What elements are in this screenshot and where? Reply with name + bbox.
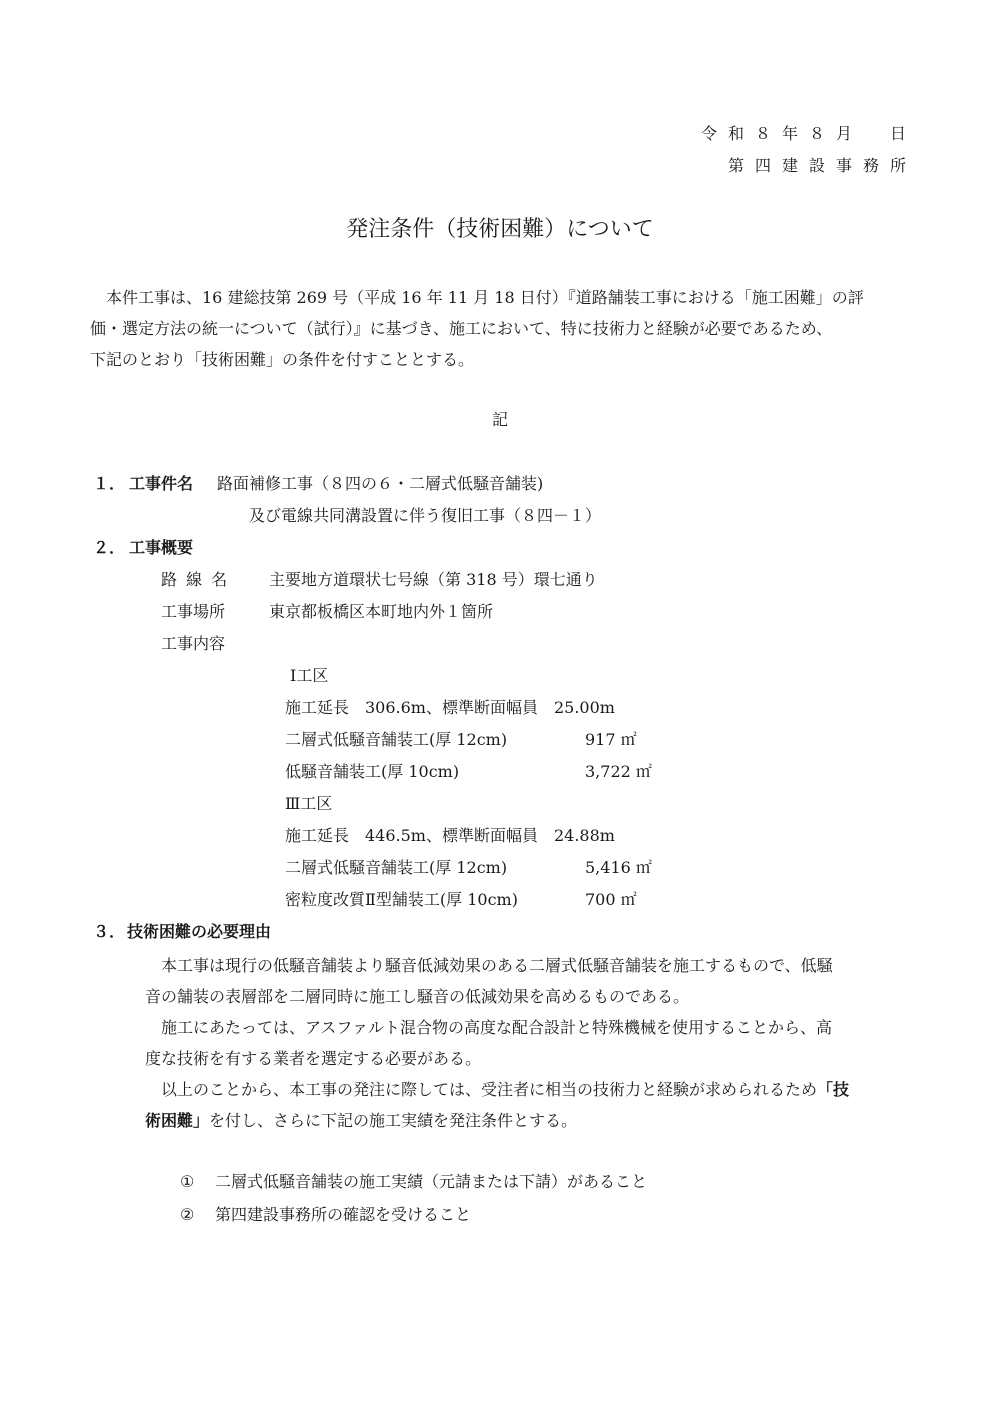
reason-text: 以上のことから、本工事の発注に際しては、受注者に相当の技術力と経験が求められるため bbox=[161, 1080, 818, 1099]
intro-line: 下記のとおり「技術困難」の条件を付すこととする。 bbox=[90, 350, 475, 369]
reason-text: を付し、さらに下記の施工実績を発注条件とする。 bbox=[209, 1111, 578, 1130]
project-name-line-2: 及び電線共同溝設置に伴う復旧工事（８四－１） bbox=[249, 506, 602, 525]
zone-spec: 施工延長 306.6m、標準断面幅員 25.00m bbox=[285, 698, 615, 717]
document-date: 令和８年８月 日 bbox=[700, 124, 917, 143]
reason-line: 音の舗装の表層部を二層同時に施工し騒音の低減効果を高めるものである。 bbox=[145, 987, 690, 1006]
site-label: 工事場所 bbox=[161, 602, 226, 621]
section-3-number: ３． bbox=[93, 922, 126, 941]
condition-text: 二層式低騒音舗装の施工実績（元請または下請）があること bbox=[215, 1172, 648, 1191]
work-item-value: 700 ㎡ bbox=[585, 890, 637, 909]
reason-paragraph-1 bbox=[145, 950, 915, 1012]
zone-spec: 施工延長 446.5m、標準断面幅員 24.88m bbox=[285, 826, 615, 845]
reason-line: 度な技術を有する業者を選定する必要がある。 bbox=[145, 1049, 482, 1068]
work-item-label: 二層式低騒音舗装工(厚 12cm) bbox=[285, 730, 508, 749]
document-title: 発注条件（技術困難）について bbox=[346, 217, 654, 242]
reason-paragraph-2 bbox=[145, 1012, 915, 1074]
work-item-value: 917 ㎡ bbox=[585, 730, 637, 749]
zone-name: Ⅲ工区 bbox=[285, 794, 333, 813]
project-name-line-1: 路面補修工事（８四の６・二層式低騒音舗装) bbox=[217, 474, 544, 493]
section-2-number: ２． bbox=[93, 538, 126, 557]
zone-name: Ⅰ工区 bbox=[290, 666, 329, 685]
content-label: 工事内容 bbox=[161, 634, 226, 653]
work-item-value: 5,416 ㎡ bbox=[585, 858, 652, 877]
section-2-heading: 工事概要 bbox=[129, 538, 194, 557]
work-item-label: 二層式低騒音舗装工(厚 12cm) bbox=[285, 858, 508, 877]
emphasis-text: 「技 bbox=[817, 1080, 850, 1099]
emphasis-text: 術困難」 bbox=[145, 1111, 210, 1130]
condition-mark: ① bbox=[180, 1172, 195, 1191]
section-3-heading: 技術困難の必要理由 bbox=[127, 922, 272, 941]
intro-line: 価・選定方法の統一について（試行）』に基づき、施工において、特に技術力と経験が必要であるため、 bbox=[90, 319, 833, 338]
intro-line: 本件工事は、16 建総技第 269 号（平成 16 年 11 月 18 日付）『道路舗装工事における「施工困難」の評 bbox=[106, 288, 864, 307]
route-value: 主要地方道環状七号線（第 318 号）環七通り bbox=[269, 570, 598, 589]
work-item-label: 低騒音舗装工(厚 10cm) bbox=[285, 762, 460, 781]
work-item-value: 3,722 ㎡ bbox=[585, 762, 652, 781]
work-item-label: 密粒度改質Ⅱ型舗装工(厚 10cm) bbox=[285, 890, 518, 909]
condition-mark: ② bbox=[180, 1205, 195, 1224]
issuing-office: 第四建設事務所 bbox=[727, 156, 917, 175]
reason-paragraph-3 bbox=[145, 1074, 915, 1136]
section-1-number: １． bbox=[93, 474, 126, 493]
reason-line: 施工にあたっては、アスファルト混合物の高度な配合設計と特殊機械を使用することから、高 bbox=[161, 1018, 833, 1037]
route-label: 路 線 名 bbox=[161, 570, 230, 589]
intro-paragraph bbox=[90, 282, 912, 375]
reason-line: 本工事は現行の低騒音舗装より騒音低減効果のある二層式低騒音舗装を施工するもので、低騒 bbox=[161, 956, 833, 975]
reason-line bbox=[145, 1074, 915, 1105]
ki-marker: 記 bbox=[491, 410, 508, 429]
section-1-heading: 工事件名 bbox=[129, 474, 194, 493]
reason-line bbox=[145, 1105, 915, 1136]
condition-text: 第四建設事務所の確認を受けること bbox=[215, 1205, 472, 1224]
site-value: 東京都板橋区本町地内外１箇所 bbox=[269, 602, 494, 621]
